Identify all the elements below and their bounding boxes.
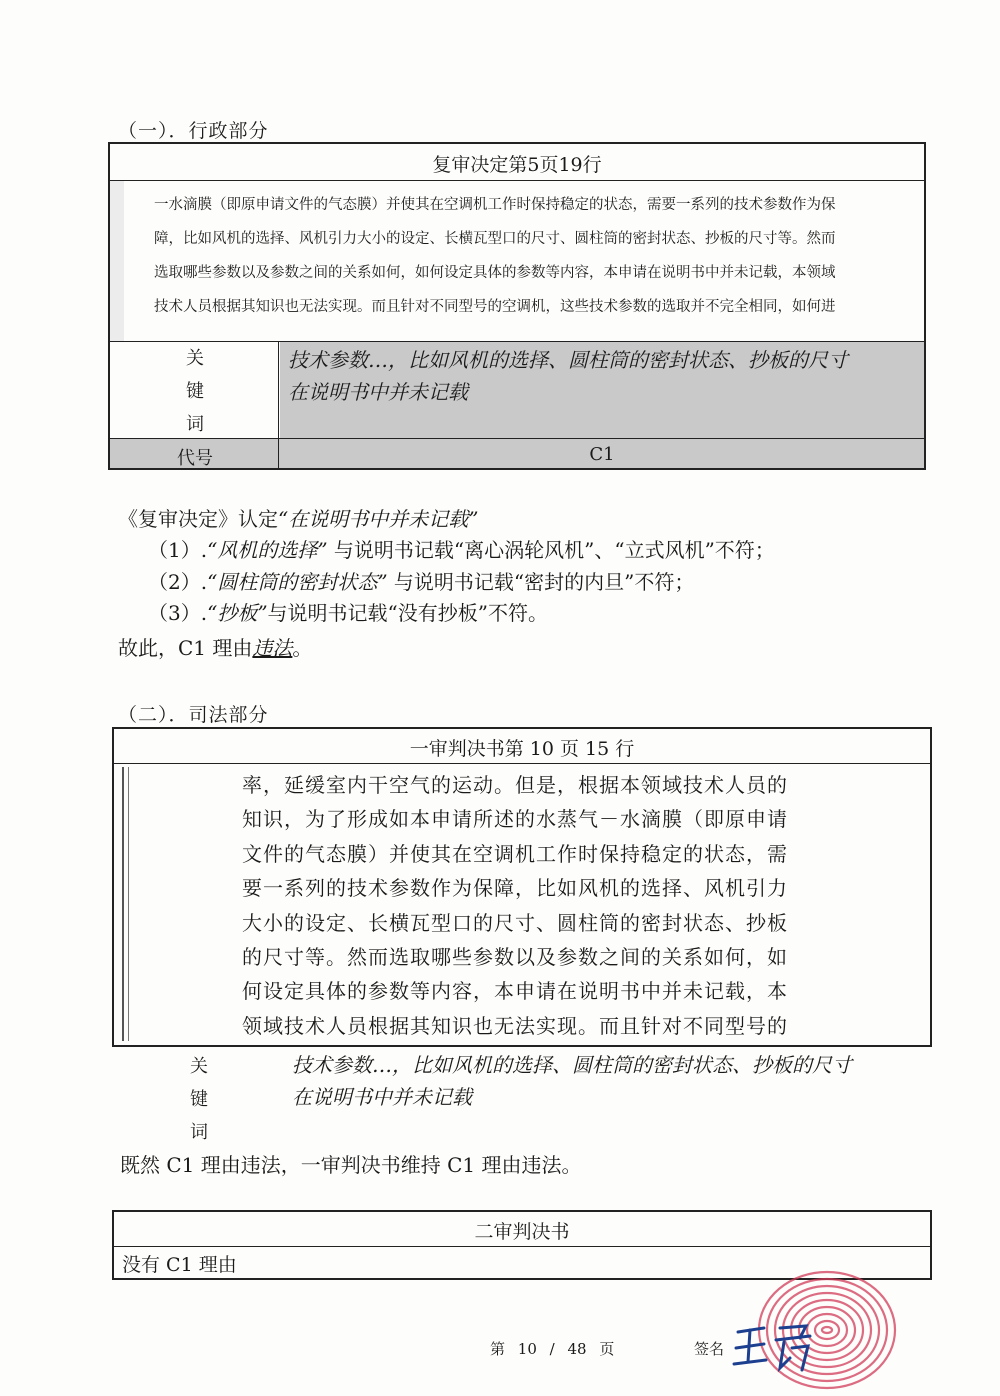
excerpt-line: 技术人员根据其知识也无法实现。而且针对不同型号的空调机，这些技术参数的选取并不完全相同，如何进	[154, 299, 836, 315]
excerpt-line: 文件的气态膜）并使其在空调机工作时保持稳定的状态，需	[242, 841, 788, 866]
code-label: 代号	[177, 448, 213, 469]
section1-keywords	[288, 344, 924, 408]
excerpt-scan-edge	[122, 767, 124, 1041]
keyword-label-char: 键	[186, 381, 204, 402]
keyword-label-char: 词	[186, 414, 204, 435]
keyword-line: 技术参数…，比如风机的选择、圆柱筒的密封状态、抄板的尺寸	[288, 348, 848, 372]
section2-keywords	[292, 1049, 932, 1113]
section2-keyword-label	[184, 1050, 214, 1149]
conclusion-text: 故此，C1 理由	[118, 636, 253, 660]
excerpt-line: 知识，为了形成如本申请所述的水蒸气－水滴膜（即原申请	[242, 807, 788, 832]
excerpt-scan-edge	[110, 181, 124, 341]
section2-table-header: 一审判决书第 10 页 15 行	[409, 738, 635, 760]
excerpt-line: 要一系列的技术参数作为保障，比如风机的选择、风机引力	[242, 876, 788, 901]
keyword-label-char: 词	[190, 1122, 208, 1143]
section2-heading: （二）．司法部分	[118, 704, 269, 726]
analysis-intro	[118, 504, 478, 535]
excerpt-line: 大小的设定、长横瓦型口的尺寸、圆柱筒的密封状态、抄板	[242, 910, 788, 935]
keyword-line: 在说明书中并未记载	[288, 380, 468, 404]
page-number	[490, 1338, 614, 1359]
signature-label: 签名	[694, 1340, 725, 1358]
excerpt-line: 领域技术人员根据其知识也无法实现。而且针对不同型号的	[242, 1013, 788, 1038]
analysis-item	[148, 598, 548, 629]
item-rest: 与说明书记载“没有抄板”不符。	[267, 601, 548, 625]
page-separator: /	[549, 1340, 555, 1358]
item-rest: 与说明书记载“离心涡轮风机”、“立式风机”不符；	[327, 538, 775, 562]
item-prefix: （1）.	[148, 538, 208, 562]
section1-keyword-label	[110, 342, 280, 438]
analysis-conclusion	[118, 633, 312, 664]
item-prefix: （2）.	[148, 570, 208, 594]
page-label-end: 页	[599, 1340, 615, 1358]
section2-conclusion: 既然 C1 理由违法，一审判决书维持 C1 理由违法。	[120, 1153, 582, 1177]
excerpt-scan-edge	[128, 767, 129, 1041]
item-quote: “圆柱筒的密封状态”	[207, 570, 388, 594]
excerpt-line: 选取哪些参数以及参数之间的关系如何，如何设定具体的参数等内容，本申请在说明书中并未记载，本领域	[154, 265, 836, 281]
excerpt-line: 的尺寸等。然而选取哪些参数以及参数之间的关系如何，如	[242, 945, 788, 970]
page-current: 10	[517, 1340, 537, 1358]
excerpt-line: 率，延缓室内干空气的运动。但是，根据本领域技术人员的	[242, 773, 788, 797]
analysis-item	[148, 567, 694, 598]
conclusion-emphasis: 违法	[252, 636, 293, 660]
excerpt-line: 一水滴膜（即原申请文件的气态膜）并使其在空调机工作时保持稳定的状态，需要一系列的技术参数作为保	[154, 197, 836, 213]
keyword-line: 技术参数…，比如风机的选择、圆柱筒的密封状态、抄板的尺寸	[292, 1053, 852, 1077]
conclusion-end: 。	[292, 636, 313, 660]
keyword-label-char: 关	[190, 1056, 208, 1077]
analysis-item	[148, 535, 775, 566]
section3-body: 没有 C1 理由	[122, 1254, 237, 1276]
keyword-line: 在说明书中并未记载	[292, 1085, 472, 1109]
section1-table-header: 复审决定第5页19行	[432, 154, 602, 176]
keyword-label-char: 键	[190, 1089, 208, 1110]
item-rest: 与说明书记载“密封的内旦”不符；	[387, 570, 695, 594]
section2-excerpt	[242, 768, 842, 1043]
analysis-intro-text: 《复审决定》认定	[118, 507, 278, 531]
excerpt-line: 障，比如风机的选择、风机引力大小的设定、长横瓦型口的尺寸、圆柱筒的密封状态、抄板的尺寸等。然而	[154, 231, 836, 247]
item-prefix: （3）.	[148, 601, 208, 625]
section1-heading: （一）．行政部分	[118, 120, 269, 142]
section3-header: 二审判决书	[474, 1221, 570, 1243]
code-value: C1	[589, 444, 615, 465]
keyword-label-char: 关	[186, 348, 204, 369]
analysis-intro-quote: “在说明书中并未记载”	[278, 507, 479, 531]
excerpt-line: 何设定具体的参数等内容，本申请在说明书中并未记载，本	[242, 979, 788, 1004]
item-quote: “风机的选择”	[207, 538, 328, 562]
item-quote: “抄板”	[207, 601, 268, 625]
section1-excerpt	[154, 188, 914, 324]
handwritten-signature	[730, 1318, 820, 1378]
section1-table	[108, 142, 926, 470]
section2-table	[112, 727, 932, 1047]
page-total: 48	[567, 1340, 587, 1358]
page-label: 第	[490, 1340, 506, 1358]
